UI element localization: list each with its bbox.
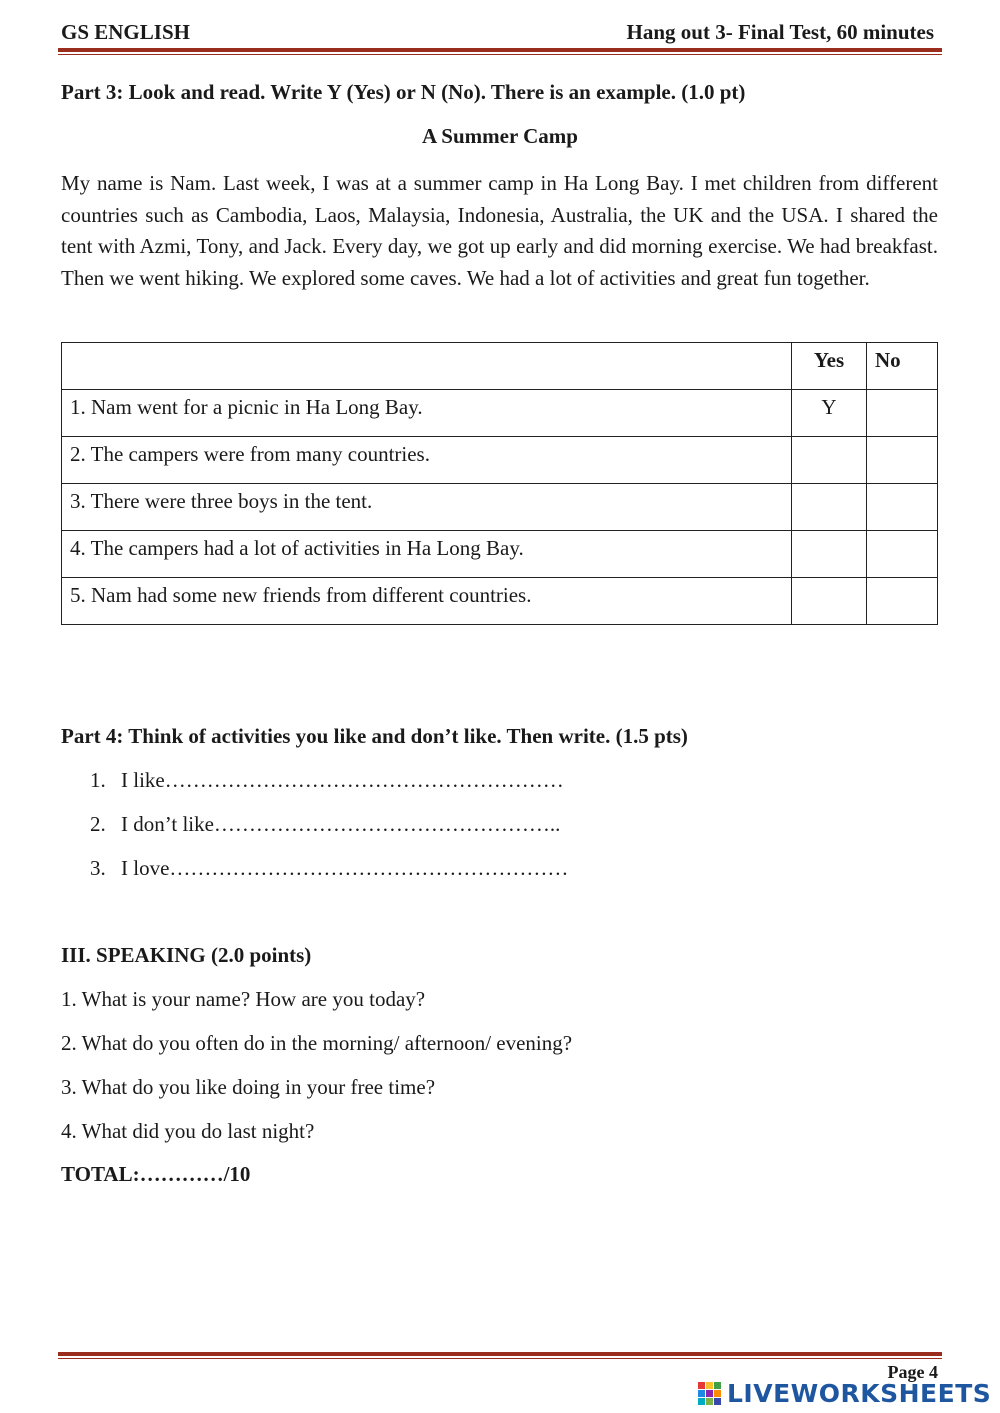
table-header-no: No [867, 343, 938, 390]
logo-grid-icon [698, 1382, 721, 1405]
yes-answer-cell[interactable] [792, 531, 867, 578]
statement-cell: 5. Nam had some new friends from different countries. [62, 578, 792, 625]
logo-text: LIVEWORKSHEETS [727, 1378, 992, 1408]
part3-heading: Part 3: Look and read. Write Y (Yes) or N (No). There is an example. (1.0 pt) [61, 80, 746, 104]
table-row [62, 437, 938, 484]
write-item-text: I don’t like………………………………………….. [121, 812, 561, 836]
table-row [62, 578, 938, 625]
header-school: GS ENGLISH [61, 20, 190, 44]
write-item[interactable] [90, 768, 564, 793]
speaking-heading: III. SPEAKING (2.0 points) [61, 943, 312, 967]
table-header-blank [62, 343, 792, 390]
table-row [62, 531, 938, 578]
write-item-text: I like………………………………………………… [121, 768, 564, 792]
speaking-question: 1. What is your name? How are you today? [61, 987, 426, 1011]
statement-cell: 3. There were three boys in the tent. [62, 484, 792, 531]
statement-cell: 4. The campers had a lot of activities in Ha Long Bay. [62, 531, 792, 578]
write-item[interactable] [90, 812, 560, 837]
table-row [62, 484, 938, 531]
table-header-yes: Yes [792, 343, 867, 390]
write-item-number: 3. [90, 856, 106, 880]
table-row [62, 390, 938, 437]
passage-title: A Summer Camp [422, 124, 578, 148]
no-answer-cell[interactable] [867, 484, 938, 531]
no-answer-cell[interactable] [867, 578, 938, 625]
footer-rule [58, 1352, 942, 1356]
write-item-text: I love………………………………………………… [121, 856, 569, 880]
total-score: TOTAL:…………/10 [61, 1162, 251, 1186]
header-rule [58, 48, 942, 52]
no-answer-cell[interactable] [867, 437, 938, 484]
part4-heading: Part 4: Think of activities you like and don’t like. Then write. (1.5 pts) [61, 724, 688, 748]
write-item[interactable] [90, 856, 568, 881]
write-item-number: 1. [90, 768, 106, 792]
yes-answer-cell[interactable] [792, 437, 867, 484]
write-item-number: 2. [90, 812, 106, 836]
speaking-question: 3. What do you like doing in your free time? [61, 1075, 436, 1099]
header-rule-thin [58, 54, 942, 55]
speaking-question: 4. What did you do last night? [61, 1119, 315, 1143]
page-number: Page 4 [887, 1362, 938, 1382]
liveworksheets-logo[interactable] [698, 1378, 991, 1408]
header-test-title: Hang out 3- Final Test, 60 minutes [626, 20, 934, 44]
footer-rule-thin [58, 1358, 942, 1359]
statement-cell: 2. The campers were from many countries. [62, 437, 792, 484]
statement-cell: 1. Nam went for a picnic in Ha Long Bay. [62, 390, 792, 437]
yes-no-table [61, 342, 938, 625]
reading-passage: My name is Nam. Last week, I was at a summer camp in Ha Long Bay. I met children from different countries such as Cambodia, Laos, Malaysia, Indonesia, Australia, the UK and the USA. I shared the tent with Azmi, Tony, and Jack. Every day, we got up early and did morning exercise. We had breakfast. Then we went hiking. We explored some caves. We had a lot of activities and great fun together. [61, 171, 938, 290]
speaking-question: 2. What do you often do in the morning/ afternoon/ evening? [61, 1031, 573, 1055]
no-answer-cell[interactable] [867, 531, 938, 578]
no-answer-cell[interactable] [867, 390, 938, 437]
yes-answer-cell[interactable] [792, 484, 867, 531]
yes-answer-cell[interactable] [792, 578, 867, 625]
table-header-row [62, 343, 938, 390]
yes-answer-cell[interactable]: Y [792, 390, 867, 437]
